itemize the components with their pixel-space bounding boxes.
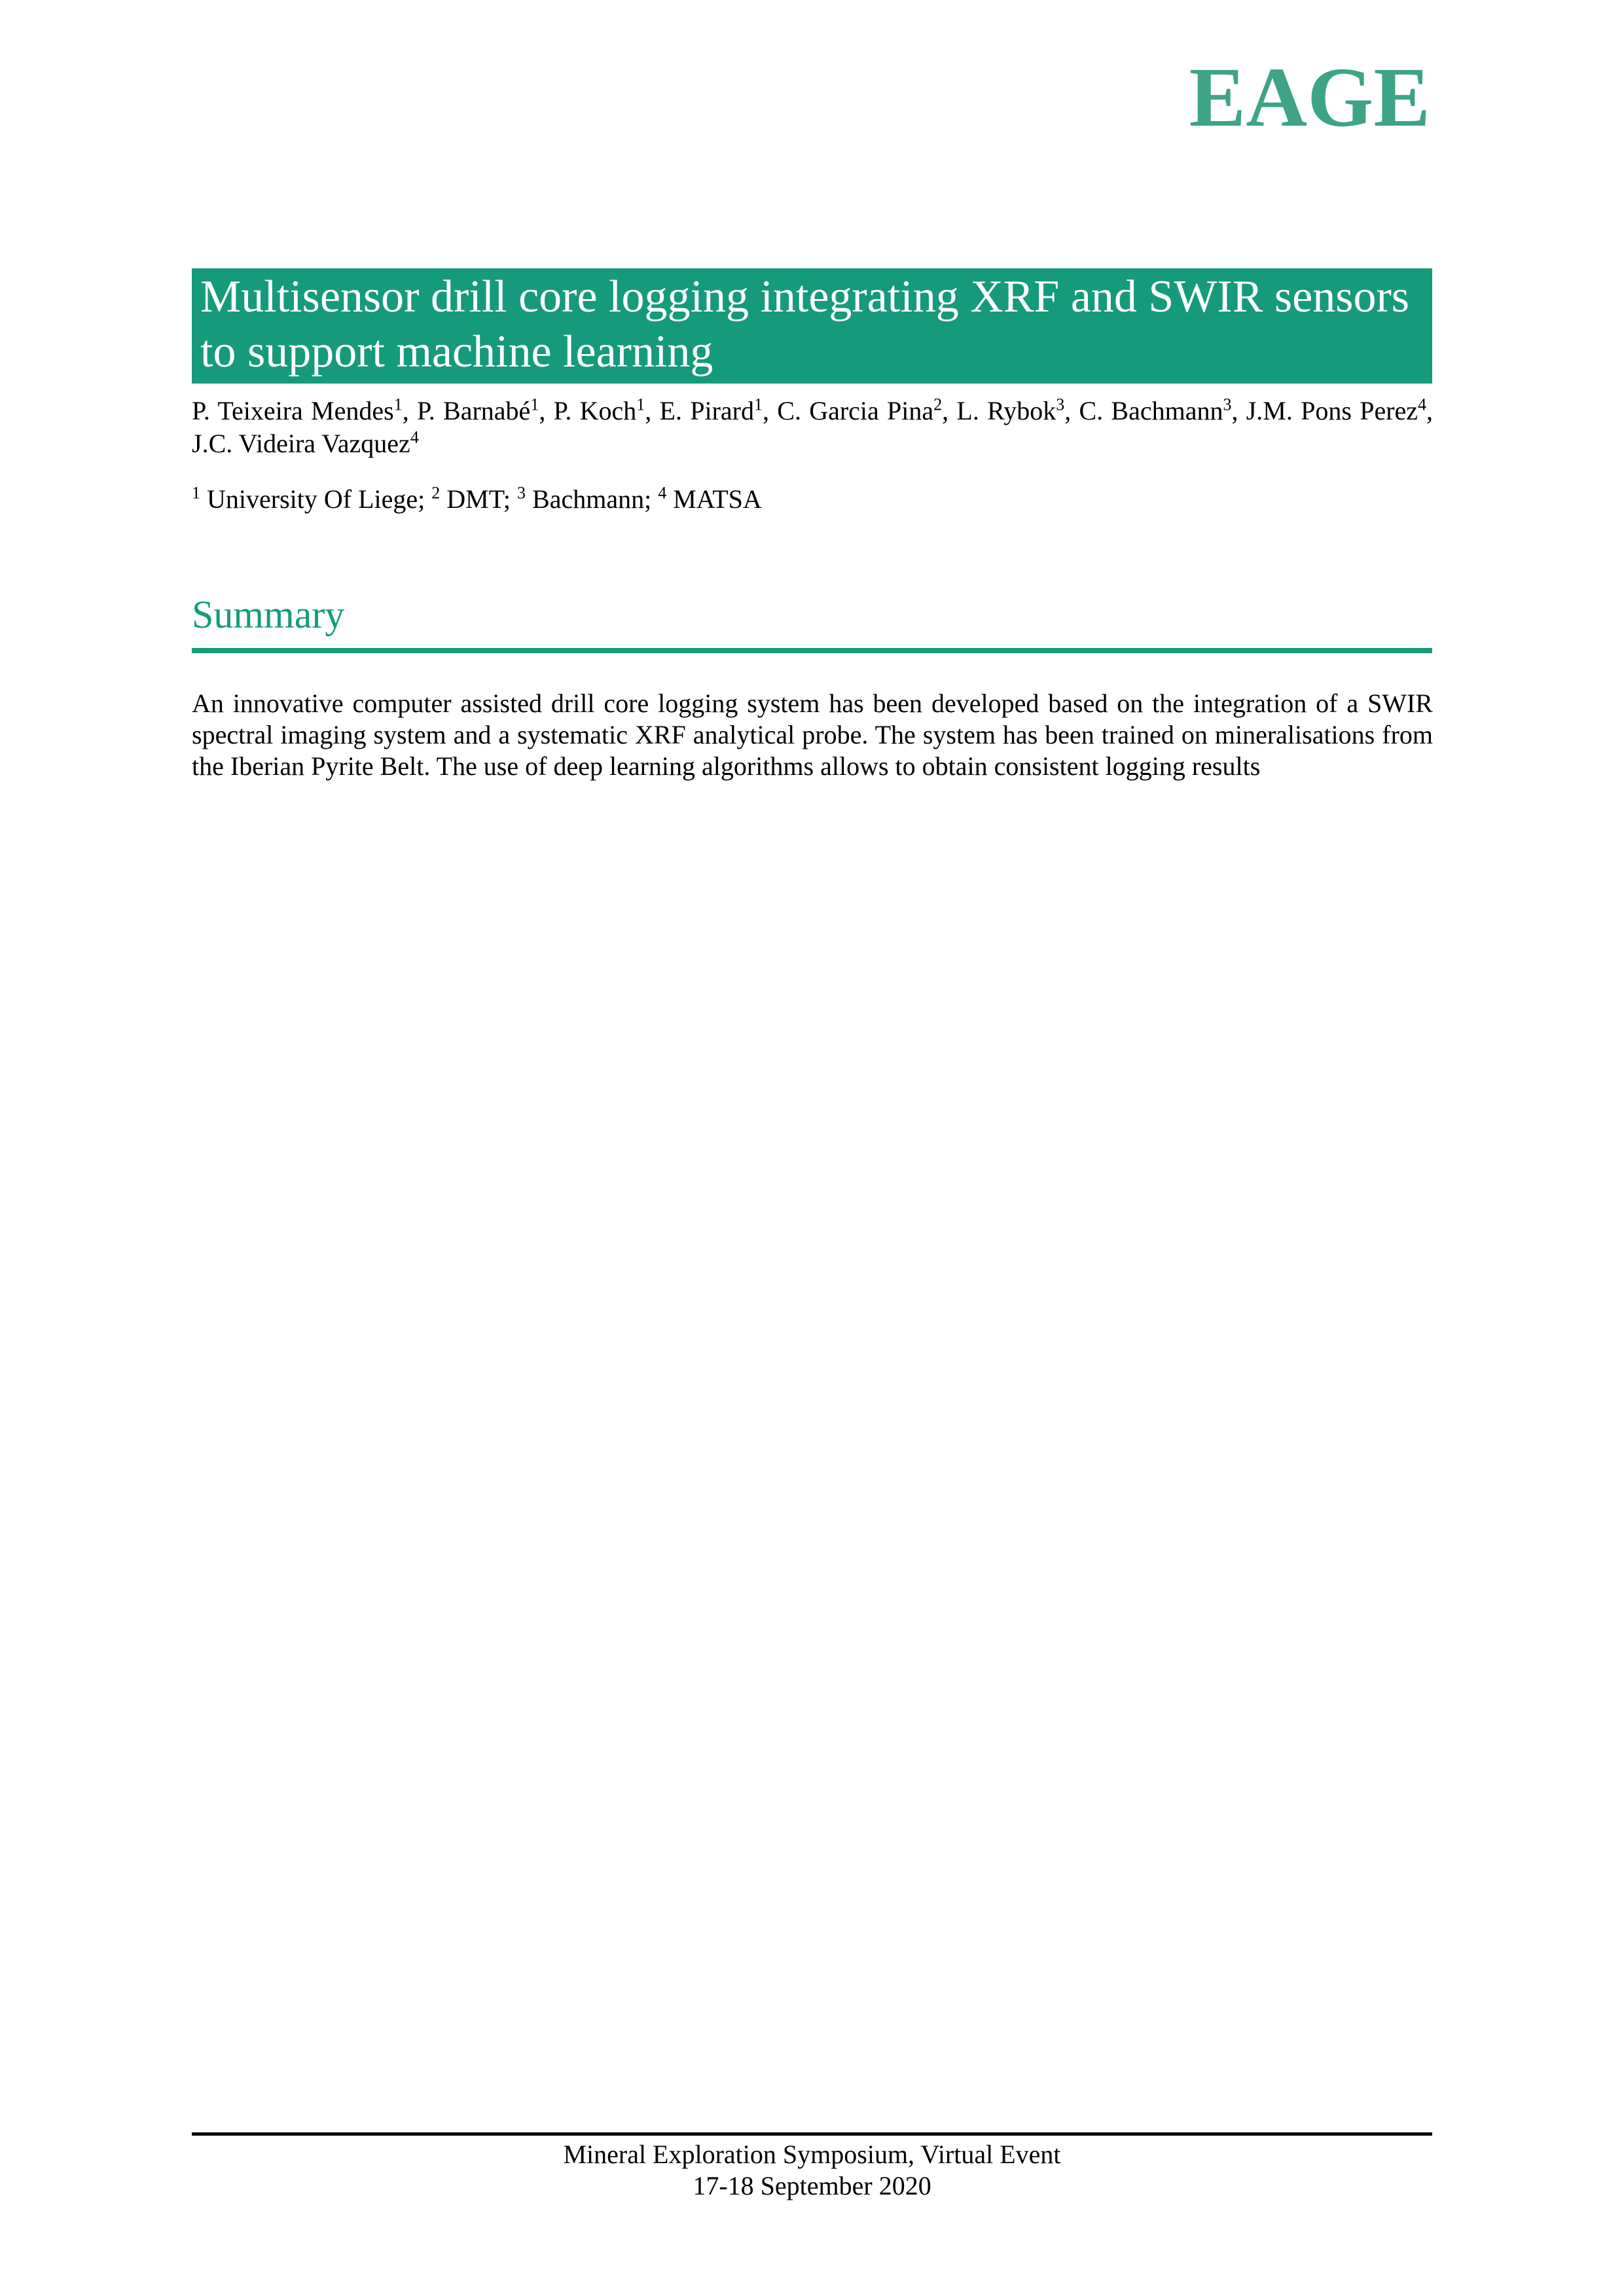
affiliations-line: $^1$ University Of Liege; $^2$ DMT; $^3$ Bachmann; $^4$ MATSA <box>192 483 762 514</box>
title-banner <box>192 268 1432 384</box>
paper-title: Multisensor drill core logging integrating XRF and SWIR sensors to support machine learning <box>200 272 1410 377</box>
page-footer <box>192 2139 1432 2202</box>
eage-logo: EAGE <box>1189 50 1430 145</box>
footer-event-line: Mineral Exploration Symposium, Virtual Event <box>563 2140 1061 2169</box>
summary-heading: Summary <box>192 593 345 636</box>
summary-paragraph: An innovative computer assisted drill core logging system has been developed based on the integration of a SWIR spectral imaging system and a systematic XRF analytical probe. The system has been trained on mineralisations from the Iberian Pyrite Belt. The use of deep learning algorithms allows to obtain consistent logging results <box>192 689 1433 781</box>
author-list: P. Teixeira Mendes$^1$, P. Barnabé$^1$, P. Koch$^1$, E. Pirard$^1$, C. Garcia Pina$^2$, L. Rybok$^3$, C. Bachmann$^3$, J.M. Pons Perez$^4$, J.C. Videira Vazquez$^4$ <box>192 395 1434 458</box>
footer-date-line: 17-18 September 2020 <box>693 2171 931 2200</box>
summary-divider <box>192 648 1432 653</box>
footer-divider <box>192 2132 1432 2136</box>
